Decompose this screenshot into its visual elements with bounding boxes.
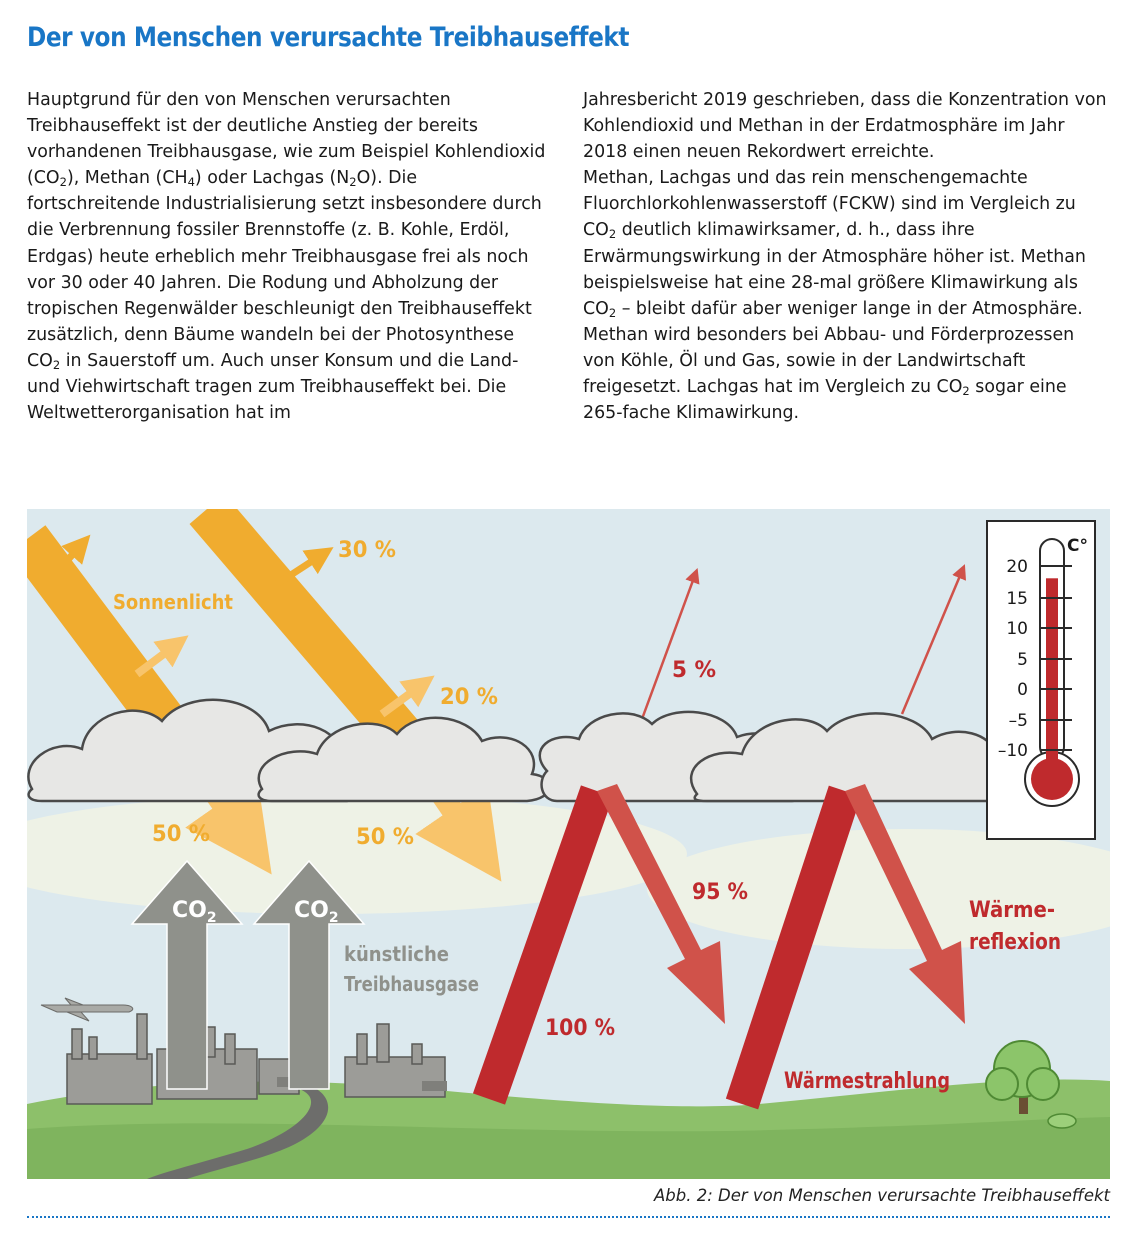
label-heat-radiation: Wärmestrahlung bbox=[784, 1069, 950, 1094]
thermometer-fill bbox=[1046, 578, 1058, 767]
greenhouse-diagram bbox=[27, 509, 1110, 1179]
label-30-percent: 30 % bbox=[338, 538, 396, 563]
label-artificial-gases-line2: Treibhausgase bbox=[344, 972, 479, 996]
label-co2: $CO_2$ bbox=[294, 898, 339, 926]
tick-label: –10 bbox=[997, 741, 1028, 761]
tick-label: 20 bbox=[1006, 557, 1028, 577]
paragraph-left: Hauptgrund für den von Menschen verursachten Treibhauseffekt ist der deutliche Anstieg der bereits vorhandenen Treibhausgase, wie zum Beispiel Kohlendioxid $(CO_2)$, Methan $(CH_4)$ oder Lachgas $(N_2O)$. Die fortschreitende Industrialisierung setzt insbesondere durch die Verbrennung fossiler Brennstoffe (z. B. Kohle, Erdöl, Erdgas) heute erheblich mehr Treibhausgase frei als noch vor 30 oder 40 Jahren. Die Rodung und Abholzung der tropischen Regenwälder beschleunigt den Treibhauseffekt zusätzlich, denn Bäume wandeln bei der Photosynthese $CO_2$ in Sauerstoff um. Auch unser Konsum und die Land- und Viehwirtschaft tragen zum Treibhauseffekt bei. Die Weltwetterorganisation hat im bbox=[27, 90, 546, 424]
label-heat-reflection-line2: reflexion bbox=[969, 930, 1061, 955]
body-text-right bbox=[583, 87, 1108, 426]
body-text-left bbox=[27, 87, 552, 426]
tick-label: 0 bbox=[1017, 680, 1028, 700]
label-50-percent: 50 % bbox=[356, 825, 414, 850]
thermometer-unit: C° bbox=[1067, 536, 1088, 556]
tick-label: –5 bbox=[1008, 711, 1028, 731]
label-5-percent: 5 % bbox=[672, 658, 716, 683]
label-artificial-gases-line1: künstliche bbox=[344, 942, 449, 966]
label-20-percent: 20 % bbox=[440, 685, 498, 710]
page-title: Der von Menschen verursachte Treibhauseffekt bbox=[27, 22, 630, 53]
paragraph-right-1: Jahresbericht 2019 geschrieben, dass die Konzentration von Kohlendioxid und Methan in der Erdatmosphäre im Jahr 2018 einen neuen Rekordwert erreichte. bbox=[583, 90, 1107, 163]
label-co2: $CO_2$ bbox=[172, 898, 217, 926]
label-heat-reflection-line1: Wärme- bbox=[969, 898, 1055, 923]
label-50-percent: 50 % bbox=[152, 822, 210, 847]
thermometer bbox=[987, 521, 1095, 839]
label-100-percent: 100 % bbox=[545, 1016, 615, 1041]
tick-label: 15 bbox=[1006, 589, 1028, 609]
tick-label: 10 bbox=[1006, 619, 1028, 639]
divider bbox=[27, 1216, 1110, 1218]
paragraph-right-2: Methan, Lachgas und das rein menschengemachte Fluorchlorkohlenwasserstoff (FCKW) sind im Vergleich zu $CO_2$ deutlich klimawirksamer, d. h., dass ihre Erwärmungswirkung in der Atmosphäre höher ist. Methan beispielsweise hat eine 28-mal größere Klimawirkung als $CO_2$ – bleibt dafür aber weniger lange in der Atmosphäre. Methan wird besonders bei Abbau- und Förderprozessen von Köhle, Öl und Gas, sowie in der Landwirtschaft freigesetzt. Lachgas hat im Vergleich zu $CO_2$ sogar eine 265-fache Klimawirkung. bbox=[583, 168, 1086, 424]
label-95-percent: 95 % bbox=[692, 880, 748, 905]
tick-label: 5 bbox=[1017, 650, 1028, 670]
label-sunlight: Sonnenlicht bbox=[113, 590, 234, 614]
figure-caption: Abb. 2: Der von Menschen verursachte Treibhauseffekt bbox=[654, 1186, 1110, 1205]
